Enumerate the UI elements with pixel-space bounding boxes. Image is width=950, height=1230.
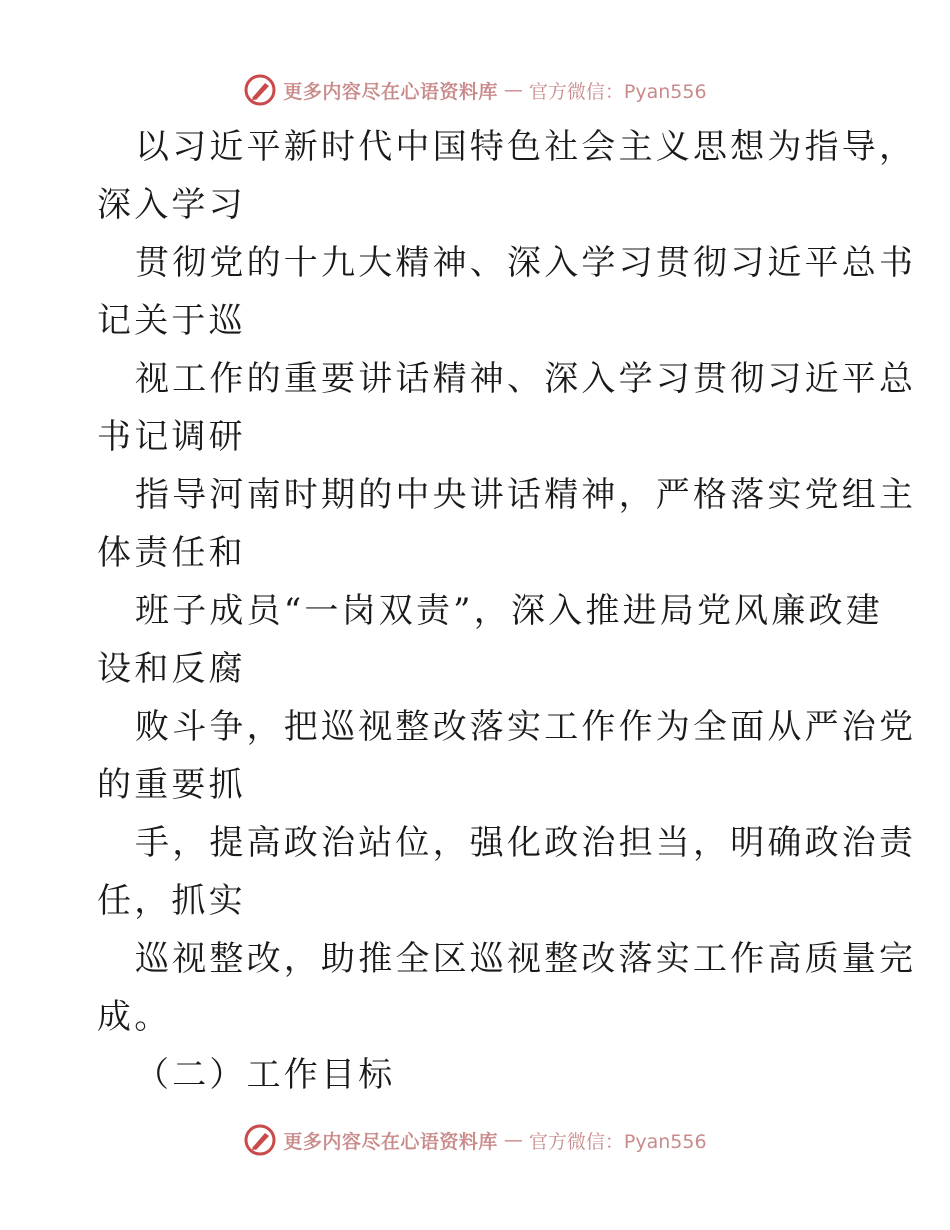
paragraph-line: 以习近平新时代中国特色社会主义思想为指导， [135,127,917,167]
paragraph-line: 的重要抓 [97,765,246,805]
section-heading: （二）工作目标 [135,1055,396,1095]
document-body [97,118,917,1104]
watermark-separator: — [503,79,523,101]
paragraph-line: 败斗争，把巡视整改落实工作作为全面从严治党 [135,707,917,747]
paragraph-line: 书记调研 [97,417,246,457]
watermark-header [0,70,950,110]
watermark-separator: — [503,1129,523,1151]
paragraph-line: 体责任和 [97,533,246,573]
paragraph-line: 成。 [97,997,172,1037]
paragraph-line: 班子成员“一岗双责”，深入推进局党风廉政建 [135,591,883,631]
pen-circle-logo-icon [243,1123,277,1157]
watermark-text: 更多内容尽在心语资料库 [283,80,498,103]
paragraph-line: 设和反腐 [97,649,246,689]
watermark-contact: 官方微信：Pyan556 [528,1130,707,1153]
paragraph-line: 记关于巡 [97,301,246,341]
watermark-contact: 官方微信：Pyan556 [528,80,707,103]
paragraph-line: 深入学习 [97,185,246,225]
watermark-footer [0,1120,950,1160]
paragraph-line: 视工作的重要讲话精神、深入学习贯彻习近平总 [135,359,917,399]
pen-circle-logo-icon [243,73,277,107]
paragraph-line: 指导河南时期的中央讲话精神，严格落实党组主 [135,475,917,515]
paragraph-line: 巡视整改，助推全区巡视整改落实工作高质量完 [135,939,917,979]
watermark-text: 更多内容尽在心语资料库 [283,1130,498,1153]
paragraph-line: 任，抓实 [97,881,246,921]
paragraph-line: 手，提高政治站位，强化政治担当，明确政治责 [135,823,917,863]
paragraph-line: 贯彻党的十九大精神、深入学习贯彻习近平总书 [135,243,917,283]
